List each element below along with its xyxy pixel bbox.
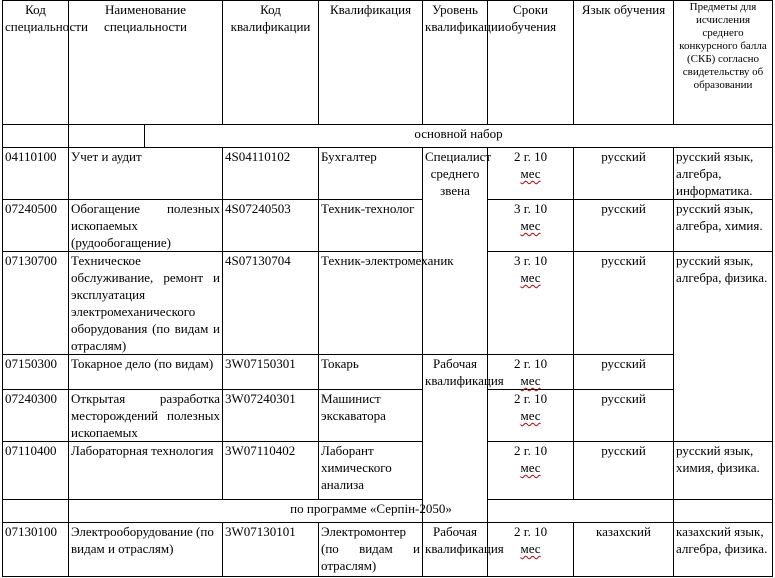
section-row-program	[3, 500, 773, 523]
row-name: Электрооборудование (по видам и отраслям)	[69, 523, 223, 577]
row-qualification: Токарь	[319, 355, 423, 390]
table-row	[3, 148, 773, 200]
row-code: 07130100	[3, 523, 69, 577]
row-language: русский	[574, 355, 674, 390]
duration-months: мес	[520, 460, 541, 475]
table-row	[3, 390, 773, 442]
row-subjects: русский язык, алгебра, химия.	[674, 200, 773, 252]
row-duration	[488, 252, 574, 355]
duration-years: 2 г. 10	[513, 524, 548, 539]
duration-years: 2 г. 10	[513, 149, 548, 164]
header-duration: Сроки обучения	[488, 1, 574, 125]
row-qual-code: 4S07130704	[223, 252, 319, 355]
row-qualification: Лаборант химического анализа	[319, 442, 423, 500]
header-code-qualification: Код квалификации	[223, 1, 319, 125]
row-subjects: казахский язык, алгебра, физика.	[674, 523, 773, 577]
row-duration	[488, 390, 574, 442]
duration-months: мес	[520, 408, 541, 423]
table-row	[3, 200, 773, 252]
row-duration	[488, 200, 574, 252]
row-code: 07130700	[3, 252, 69, 355]
duration-months: мес	[520, 541, 541, 556]
header-level: Уровень квалификации	[423, 1, 488, 125]
row-language: русский	[574, 390, 674, 442]
row-code: 04110100	[3, 148, 69, 200]
duration-years: 2 г. 10	[513, 391, 548, 406]
row-qualification: Техник-технолог	[319, 200, 423, 252]
row-qual-code: 4S04110102	[223, 148, 319, 200]
row-qual-code: 3W07150301	[223, 355, 319, 390]
row-code: 07240300	[3, 390, 69, 442]
duration-months: мес	[520, 166, 541, 181]
duration-years: 3 г. 10	[513, 253, 548, 268]
specialties-table	[2, 0, 773, 577]
level-worker: Рабочая квалификация	[423, 355, 488, 523]
row-name: Учет и аудит	[69, 148, 223, 200]
duration-years: 2 г. 10	[513, 443, 548, 458]
row-qualification: Техник-электромеханик	[319, 252, 423, 355]
header-name-specialty: Наименование специальности	[69, 1, 223, 125]
duration-months: мес	[520, 270, 541, 285]
section-spacer-cell	[69, 125, 145, 148]
row-qual-code: 3W07130101	[223, 523, 319, 577]
row-name: Техническое обслуживание, ремонт и эксплуатация электромеханического оборудования (по видам и отраслям)	[69, 252, 223, 355]
row-name: Открытая разработка месторождений полезных ископаемых	[69, 390, 223, 442]
row-code: 07240500	[3, 200, 69, 252]
table-row	[3, 252, 773, 355]
specialties-document	[2, 0, 773, 577]
section-title-program: по программе «Серпін-2050»	[69, 500, 674, 523]
section-spacer-cell	[674, 500, 773, 523]
level-mid: Специалист среднего звена	[423, 148, 488, 355]
row-name: Обогащение полезных ископаемых (рудообогащение)	[69, 200, 223, 252]
duration-years: 3 г. 10	[513, 201, 548, 216]
row-subjects: русский язык, алгебра, информатика.	[674, 148, 773, 200]
section-title-main: основной набор	[145, 125, 773, 148]
row-qualification: Электромонтер (по видам и отраслям)	[319, 523, 423, 577]
section-spacer-cell	[3, 125, 69, 148]
row-qual-code: 3W07240301	[223, 390, 319, 442]
row-code: 07110400	[3, 442, 69, 500]
row-name: Токарное дело (по видам)	[69, 355, 223, 390]
row-language: русский	[574, 148, 674, 200]
header-qualification: Квалификация	[319, 1, 423, 125]
row-duration	[488, 148, 574, 200]
row-language: русский	[574, 200, 674, 252]
header-code-specialty: Код специальности	[3, 1, 69, 125]
row-subjects: русский язык, химия, физика.	[674, 442, 773, 500]
section-row-main	[3, 125, 773, 148]
row-language: русский	[574, 252, 674, 355]
table-row	[3, 355, 773, 390]
header-language: Язык обучения	[574, 1, 674, 125]
row-name: Лабораторная технология	[69, 442, 223, 500]
row-level: Рабочая квалификация	[423, 523, 488, 577]
row-qualification: Машинист экскаватора	[319, 390, 423, 442]
table-header-row	[3, 1, 773, 125]
table-row	[3, 442, 773, 500]
row-language: казахский	[574, 523, 674, 577]
header-subjects: Предметы для исчисления среднего конкурсного балла (СКБ) согласно свидетельству об образовании	[674, 1, 773, 125]
duration-months: мес	[520, 373, 541, 388]
row-qual-code: 3W07110402	[223, 442, 319, 500]
row-code: 07150300	[3, 355, 69, 390]
section-spacer-cell	[3, 500, 69, 523]
row-duration	[488, 442, 574, 500]
duration-months: мес	[520, 218, 541, 233]
row-subjects: русский язык, алгебра, физика.	[674, 252, 773, 442]
row-language: русский	[574, 442, 674, 500]
row-qualification: Бухгалтер	[319, 148, 423, 200]
table-row	[3, 523, 773, 577]
duration-years: 2 г. 10	[513, 356, 548, 371]
row-qual-code: 4S07240503	[223, 200, 319, 252]
